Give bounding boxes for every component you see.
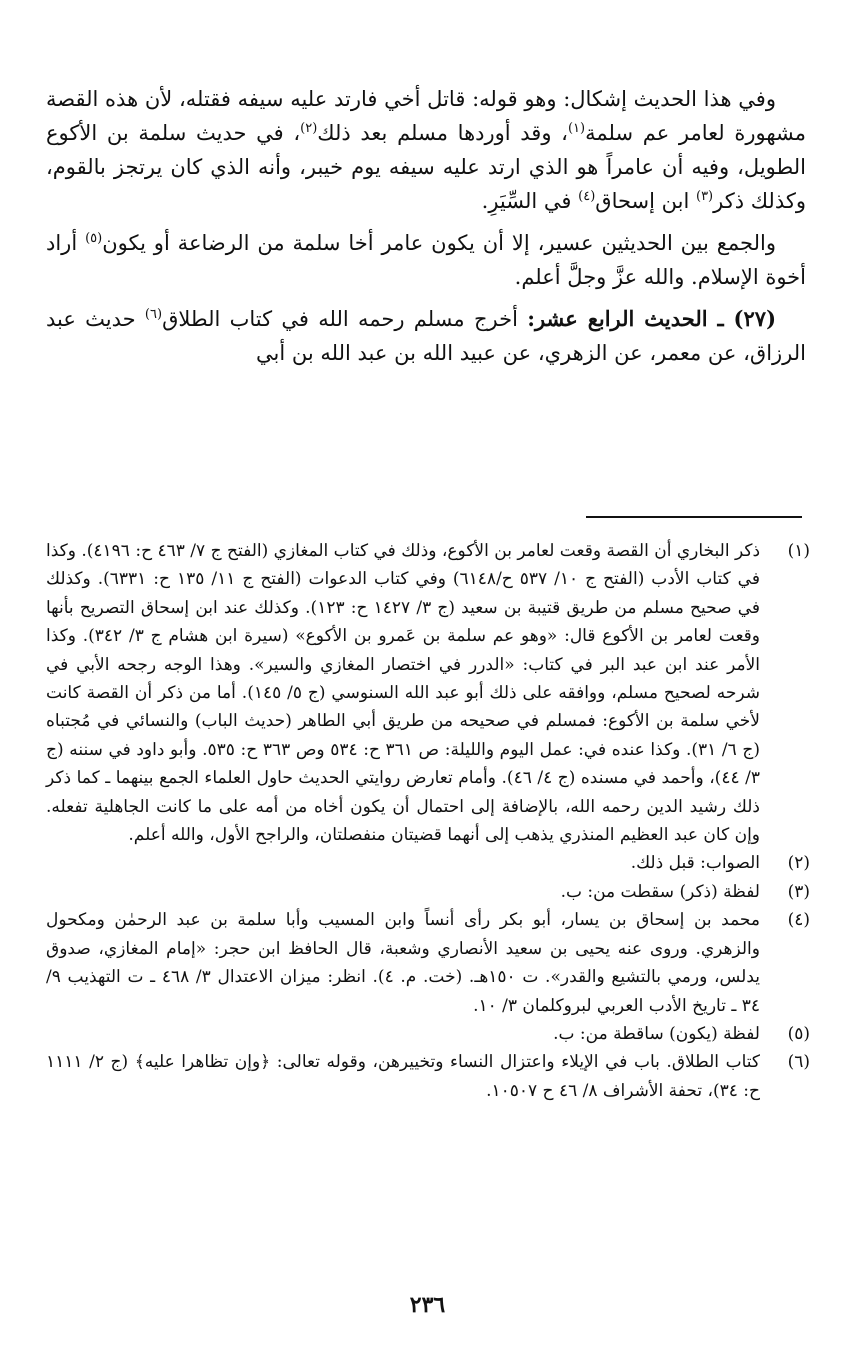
footnote-text: لفظة (يكون) ساقطة من: ب. [553,1023,760,1044]
footnote-2 [46,849,810,877]
footnote-separator [586,516,802,518]
paragraph-3-text-b: حديث عبد الرزاق، عن معمر، عن الزهري، عن عبيد الله بن عبد الله بن أبي [46,307,806,365]
paragraph-3-text-a: أخرج مسلم رحمه الله في كتاب الطلاق [162,307,528,331]
paragraph-1-text-d: ابن إسحاق [595,189,696,213]
paragraph-1-text-a: وفي هذا الحديث إشكال: وهو قوله: قاتل أخي فارتد عليه سيفه فقتله، لأن هذه القصة مشهورة لعامر عم سلمة [46,87,806,145]
paragraph-2-text-b: أراد أخوة الإسلام. والله عزَّ وجلَّ أعلم. [46,231,806,289]
footnote-number: (٢) [787,853,810,874]
footnote-number: (٤) [787,910,810,931]
paragraph-1-text-e: في السِّيَرِ. [481,189,579,213]
footnote-text: الصواب: قبل ذلك. [630,853,760,874]
footnote-ref-3: (٣) [695,189,714,204]
footnotes [46,537,810,1105]
hadith-heading: (٢٧) ـ الحديث الرابع عشر: [527,306,776,331]
footnote-text: محمد بن إسحاق بن يسار، أبو بكر رأى أنساً وابن المسيب وأبا سلمة بن عبد الرحمٰن ومكحول والزهري. وروى عنه يحيى بن سعيد الأنصاري وشعبة، قال الحافظ ابن حجر: «إمام المغازي، صدوق يدلس، ورمي بالتشيع والقدر». ت ١٥٠هـ. (خت. م. ٤). انظر: ميزان الاعتدال ٣/ ٤٦٨ ـ ت التهذيب ٩/ ٣٤ ـ تاريخ الأدب العربي لبروكلمان ٣/ ١٠. [46,910,761,1016]
paragraph-1-text-b: ، وقد أوردها مسلم بعد ذلك [317,121,568,145]
footnote-ref-2: (٢) [300,121,318,136]
footnote-ref-5: (٥) [85,231,103,246]
footnote-ref-4: (٤) [578,189,596,204]
footnote-text: كتاب الطلاق. باب في الإيلاء واعتزال النساء وتخييرهن، وقوله تعالى: ﴿وإن تظاهرا عليه﴾ (ج ٢/ ١١١١ ح: ٣٤)، تحفة الأشراف ٨/ ٤٦ ح ١٠٥٠٧. [46,1052,760,1101]
footnote-5 [46,1020,810,1048]
footnote-3 [46,878,810,906]
footnote-number: (٣) [787,881,810,902]
footnote-text: لفظة (ذكر) سقطت من: ب. [560,881,760,902]
footnote-6 [46,1048,810,1105]
paragraph-1 [46,82,806,218]
main-text [46,82,806,378]
paragraph-2 [46,226,806,294]
footnote-4 [46,906,810,1020]
page-number: ٢٣٦ [409,1292,446,1318]
footnote-number: (٥) [787,1023,810,1044]
footnote-text: ذكر البخاري أن القصة وقعت لعامر بن الأكوع، وذلك في كتاب المغازي (الفتح ج ٧/ ٤٦٣ ح: ٤١٩٦). وكذا في كتاب الأدب (الفتح ج ١٠/ ٥٣٧ ح/٦١٤٨) وفي كتاب الدعوات (الفتح ج ١١/ ١٣٥ ح: ٦٣٣١). وكذلك في صحيح مسلم من طريق قتيبة بن سعيد (ج ٣/ ١٤٢٧ ح: ١٢٣). وكذلك عند ابن إسحاق التصريح بأنها وقعت لعامر بن الأكوع قال: «وهو عم سلمة بن عَمرو بن الأكوع» (سيرة ابن هشام ج ٣/ ٣٤٢). وكذا الأمر عند ابن عبد البر في كتاب: «الدرر في اختصار المغازي والسير». وهذا الوجه رجحه الأبي في شرحه لصحيح مسلم، ووافقه على ذلك أبو عبد الله السنوسي (ج ٥/ ١٤٥). أما من ذكر أن القصة كانت لأخي سلمة بن الأكوع: فمسلم في صحيحه من طريق أبي الطاهر (حديث الباب) والنسائي في مُجتباه (ج ٦/ ٣١). وكذا عنده في: عمل اليوم والليلة: ص ٣٦١ ح: ٥٣٤ وص ٣٦٣ ح: ٥٣٥. وأبو داود في سننه (ج ٣/ ٤٤)، وأحمد في مسنده (ج ٤/ ٤٦). وأمام تعارض روايتي الحديث حاول العلماء الجمع بينهما ـ كما ذكر ذلك رشيد الدين رحمه الله، بالإضافة إلى احتمال أن يكون أخاه من أمه على ما كانت الجاهلية تفعله. وإن كان عبد العظيم المنذري يذهب إلى أنهما قضيتان منفصلتان، والراجح الأول، والله أعلم. [46,541,761,846]
footnote-number: (٦) [787,1052,810,1073]
footnote-number: (١) [787,541,810,561]
footnote-ref-1: (١) [567,121,586,136]
paragraph-2-text-a: والجمع بين الحديثين عسير، إلا أن يكون عامر أخا سلمة من الرضاعة أو يكون [102,231,776,255]
paragraph-3 [46,302,806,370]
footnote-1 [46,537,810,849]
footnote-ref-6: (٦) [144,307,163,322]
paragraph-1-text-c: ، في حديث سلمة بن الأكوع الطويل، وفيه أن عامراً هو الذي ارتد عليه سيفه يوم خيبر، وأنه الذي كان يرتجز بالقوم، وكذلك ذكر [46,121,806,213]
